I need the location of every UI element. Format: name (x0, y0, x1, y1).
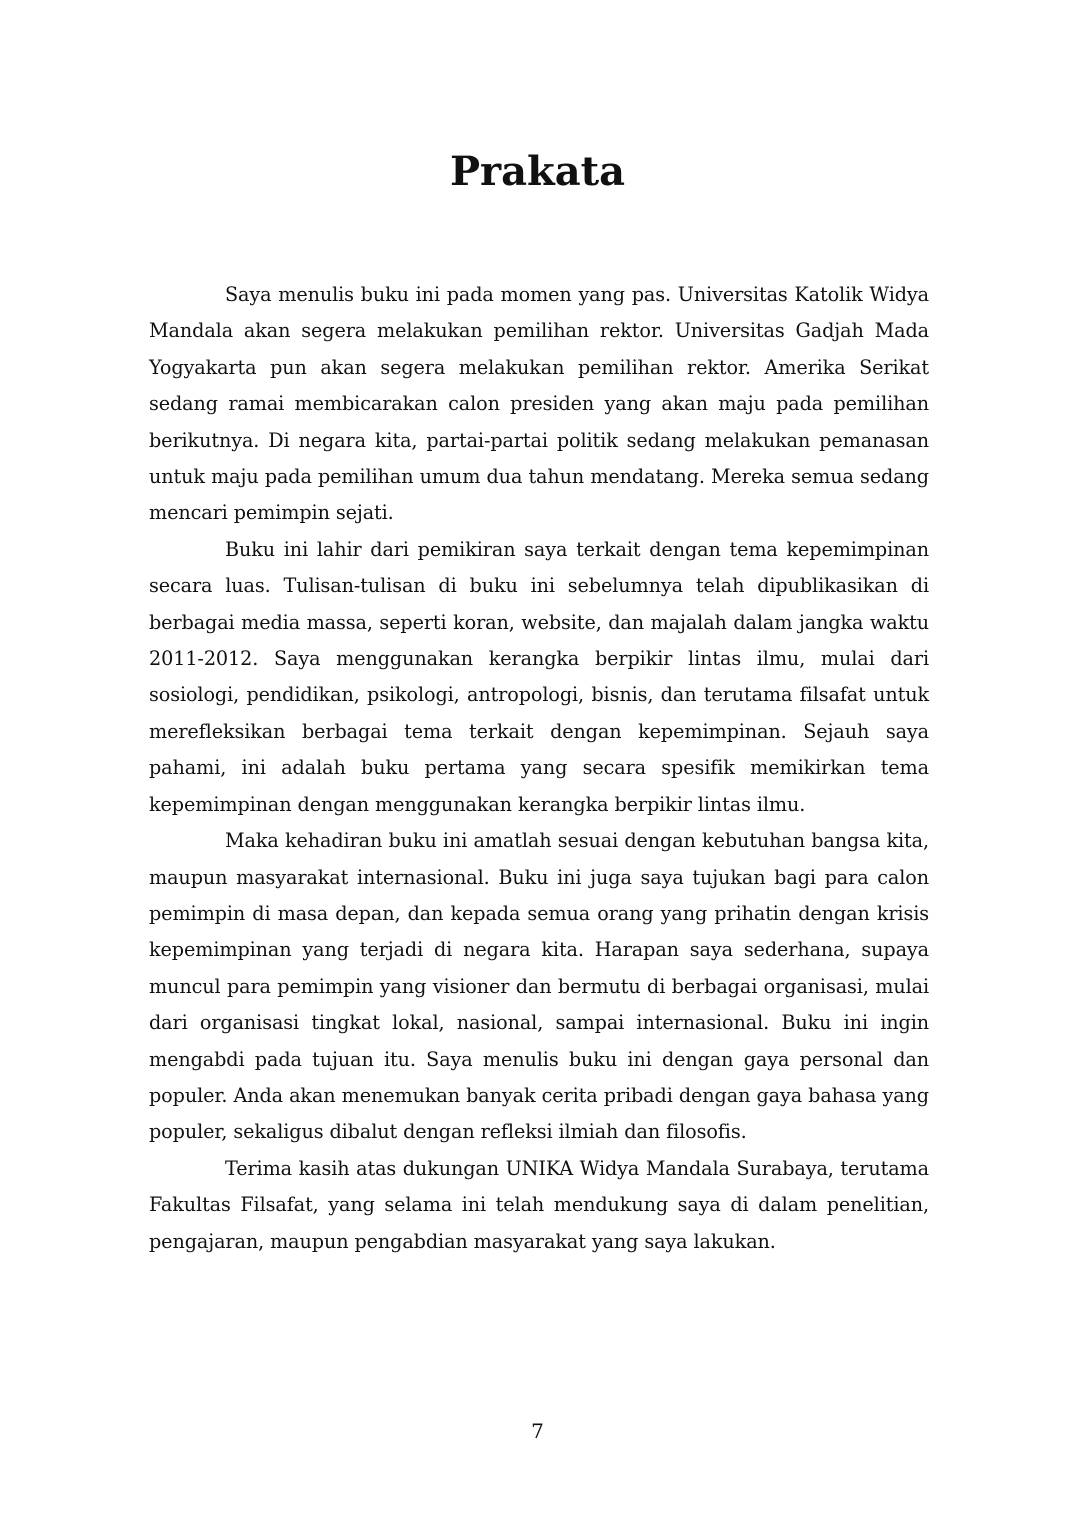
body-text (149, 277, 929, 1260)
paragraph: Saya menulis buku ini pada momen yang pas. Universitas Katolik Widya Mandala akan segera melakukan pemilihan rektor. Universitas Gadjah Mada Yogyakarta pun akan segera melakukan pemilihan rektor. Amerika Serikat sedang ramai membicarakan calon presiden yang akan maju pada pemilihan berikutnya. Di negara kita, partai-partai politik sedang melakukan pemanasan untuk maju pada pemilihan umum dua tahun mendatang. Mereka semua sedang mencari pemimpin sejati. (149, 283, 929, 525)
paragraph: Buku ini lahir dari pemikiran saya terkait dengan tema kepemimpinan secara luas. Tulisan-tulisan di buku ini sebelumnya telah dipublikasikan di berbagai media massa, seperti koran, website, dan majalah dalam jangka waktu 2011-2012. Saya menggunakan kerangka berpikir lintas ilmu, mulai dari sosiologi, pendidikan, psikologi, antropologi, bisnis, dan terutama filsafat untuk merefleksikan berbagai tema terkait dengan kepemimpinan. Sejauh saya pahami, ini adalah buku pertama yang secara spesifik memikirkan tema kepemimpinan dengan menggunakan kerangka berpikir lintas ilmu. (149, 537, 929, 816)
page-title: Prakata (449, 148, 626, 195)
page-number: 7 (531, 1419, 544, 1443)
paragraph: Maka kehadiran buku ini amatlah sesuai dengan kebutuhan bangsa kita, maupun masyarakat internasional. Buku ini juga saya tujukan bagi para calon pemimpin di masa depan, dan kepada semua orang yang prihatin dengan krisis kepemimpinan yang terjadi di negara kita. Harapan saya sederhana, supaya muncul para pemimpin yang visioner dan bermutu di berbagai organisasi, mulai dari organisasi tingkat lokal, nasional, sampai internasional. Buku ini ingin mengabdi pada tujuan itu. Saya menulis buku ini dengan gaya personal dan populer. Anda akan menemukan banyak cerita pribadi dengan gaya bahasa yang populer, sekaligus dibalut dengan refleksi ilmiah dan filosofis. (149, 829, 929, 1144)
paragraph: Terima kasih atas dukungan UNIKA Widya Mandala Surabaya, terutama Fakultas Filsafat, yang selama ini telah mendukung saya di dalam penelitian, pengajaran, maupun pengabdian masyarakat yang saya lakukan. (149, 1156, 929, 1253)
